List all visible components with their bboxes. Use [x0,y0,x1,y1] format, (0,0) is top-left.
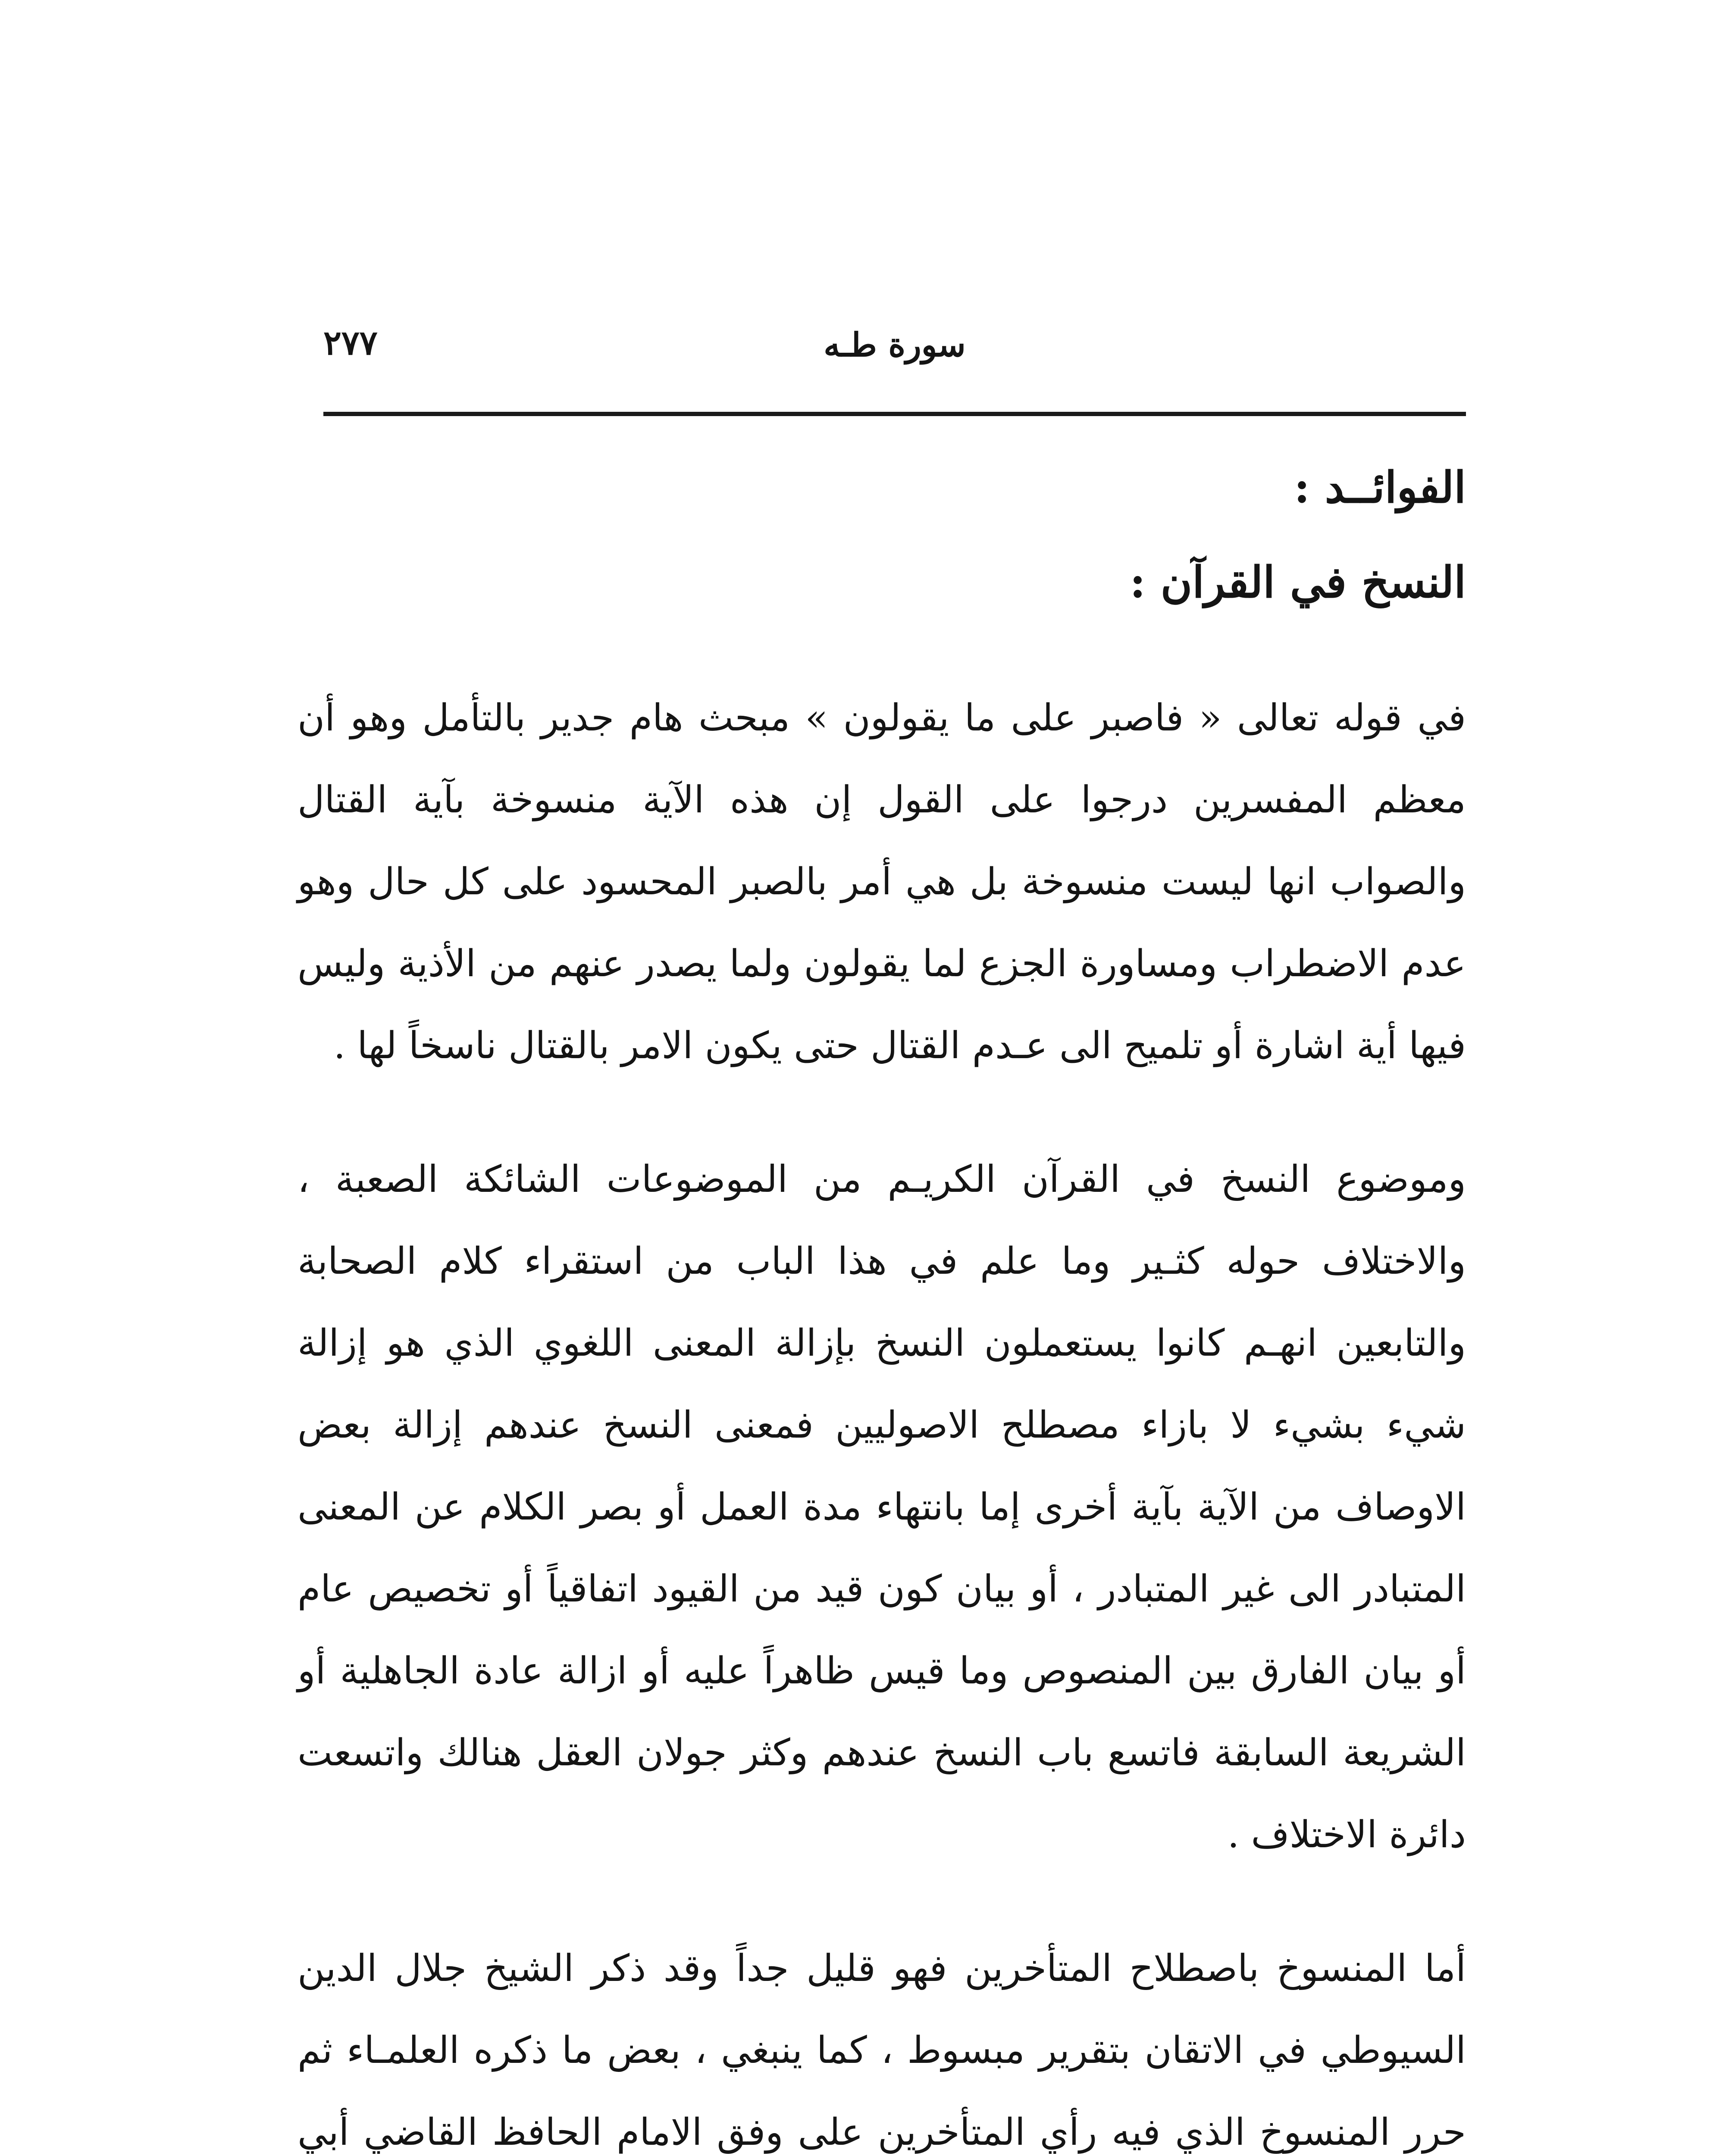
page-number: ٢٧٧ [323,323,378,363]
header-divider [323,412,1466,416]
surah-title: سورة طـه [824,326,966,364]
paragraph-2: وموضوع النسخ في القرآن الكريـم من الموضوعات الشائكة الصعبة ، والاختلاف حوله كثـير وما علم في هذا الباب من استقراء كلام الصحابة والتابعين انهـم كانوا يستعملون النسخ بإزالة المعنى اللغوي الذي هو إزالة شيء بشيء لا بازاء مصطلح الاصوليين فمعنى النسخ عندهم إزالة بعض الاوصاف من الآية بآية أخرى إما بانتهاء مدة العمل أو بصر الكلام عن المعنى المتبادر الى غير المتبادر ، أو بيان كون قيد من القيود اتفاقياً أو تخصيص عام أو بيان الفارق بين المنصوص وما قيس ظاهراً عليه أو ازالة عادة الجاهلية أو الشريعة السابقة فاتسع باب النسخ عندهم وكثر جولان العقل هنالك واتسعت دائرة الاختلاف . [298,1158,1466,1856]
section-heading-benefits: الفوائــد : [1294,462,1466,513]
page-body [298,457,1466,2156]
running-header [323,319,1466,375]
paragraph-3: أما المنسوخ باصطلاح المتأخرين فهو قليل جداً وقد ذكر الشيخ جلال الدين السيوطي في الاتقان بتقرير مبسوط ، كما ينبغي ، بعض ما ذكره العلمـاء ثم حرر المنسوخ الذي فيه رأي المتأخرين على وفق الامام الحافظ القاضي أبي [298,1947,1466,2154]
section-heading-abrogation: النسخ في القرآن : [1130,557,1466,608]
paragraph-1: في قوله تعالى « فاصبر على ما يقولون » مبحث هام جدير بالتأمل وهو أن معظم المفسرين درجوا على القول إن هذه الآية منسوخة بآية القتال والصواب انها ليست منسوخة بل هي أمر بالصبر المحسود على كل حال وهو عدم الاضطراب ومساورة الجزع لما يقولون ولما يصدر عنهم من الأذية وليس فيها أية اشارة أو تلميح الى عـدم القتال حتى يكون الامر بالقتال ناسخاً لها . [298,696,1466,1067]
